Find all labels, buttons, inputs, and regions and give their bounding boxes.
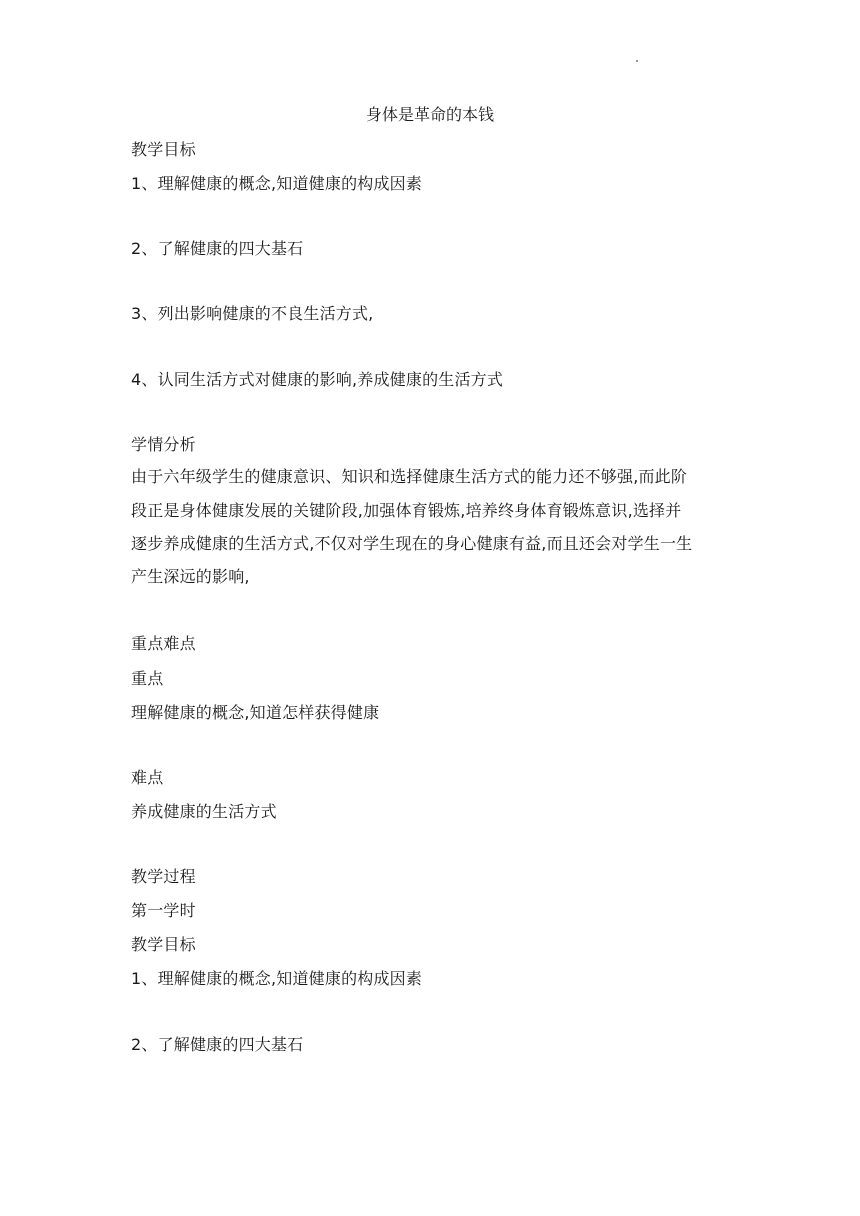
- document-title: 身体是革命的本钱: [365, 105, 494, 124]
- lesson-objective-item: 2、了解健康的四大基石: [131, 1035, 304, 1054]
- analysis-heading: 学情分析: [131, 435, 196, 454]
- corner-mark: [636, 60, 638, 62]
- lesson-label: 第一学时: [131, 901, 196, 920]
- objective-item: 4、认同生活方式对健康的影响,养成健康的生活方式: [131, 370, 504, 389]
- key-text: 理解健康的概念,知道怎样获得健康: [131, 703, 380, 722]
- process-heading: 教学过程: [131, 867, 196, 886]
- objective-item: 2、了解健康的四大基石: [131, 239, 304, 258]
- analysis-line: 由于六年级学生的健康意识、知识和选择健康生活方式的能力还不够强,而此阶: [131, 467, 688, 486]
- lesson-objective-item: 1、理解健康的概念,知道健康的构成因素: [131, 969, 423, 988]
- objectives-heading: 教学目标: [131, 140, 196, 159]
- analysis-line: 逐步养成健康的生活方式,不仅对学生现在的身心健康有益,而且还会对学生一生: [131, 534, 693, 553]
- difficulty-label: 难点: [131, 768, 164, 787]
- key-points-heading: 重点难点: [131, 634, 196, 653]
- objective-item: 3、列出影响健康的不良生活方式,: [131, 304, 374, 323]
- analysis-line: 产生深远的影响,: [131, 567, 250, 586]
- difficulty-text: 养成健康的生活方式: [131, 802, 277, 821]
- analysis-line: 段正是身体健康发展的关键阶段,加强体育锻炼,培养终身体育锻炼意识,选择并: [131, 501, 682, 520]
- key-label: 重点: [131, 669, 164, 688]
- lesson-objectives-heading: 教学目标: [131, 935, 196, 954]
- objective-item: 1、理解健康的概念,知道健康的构成因素: [131, 174, 423, 193]
